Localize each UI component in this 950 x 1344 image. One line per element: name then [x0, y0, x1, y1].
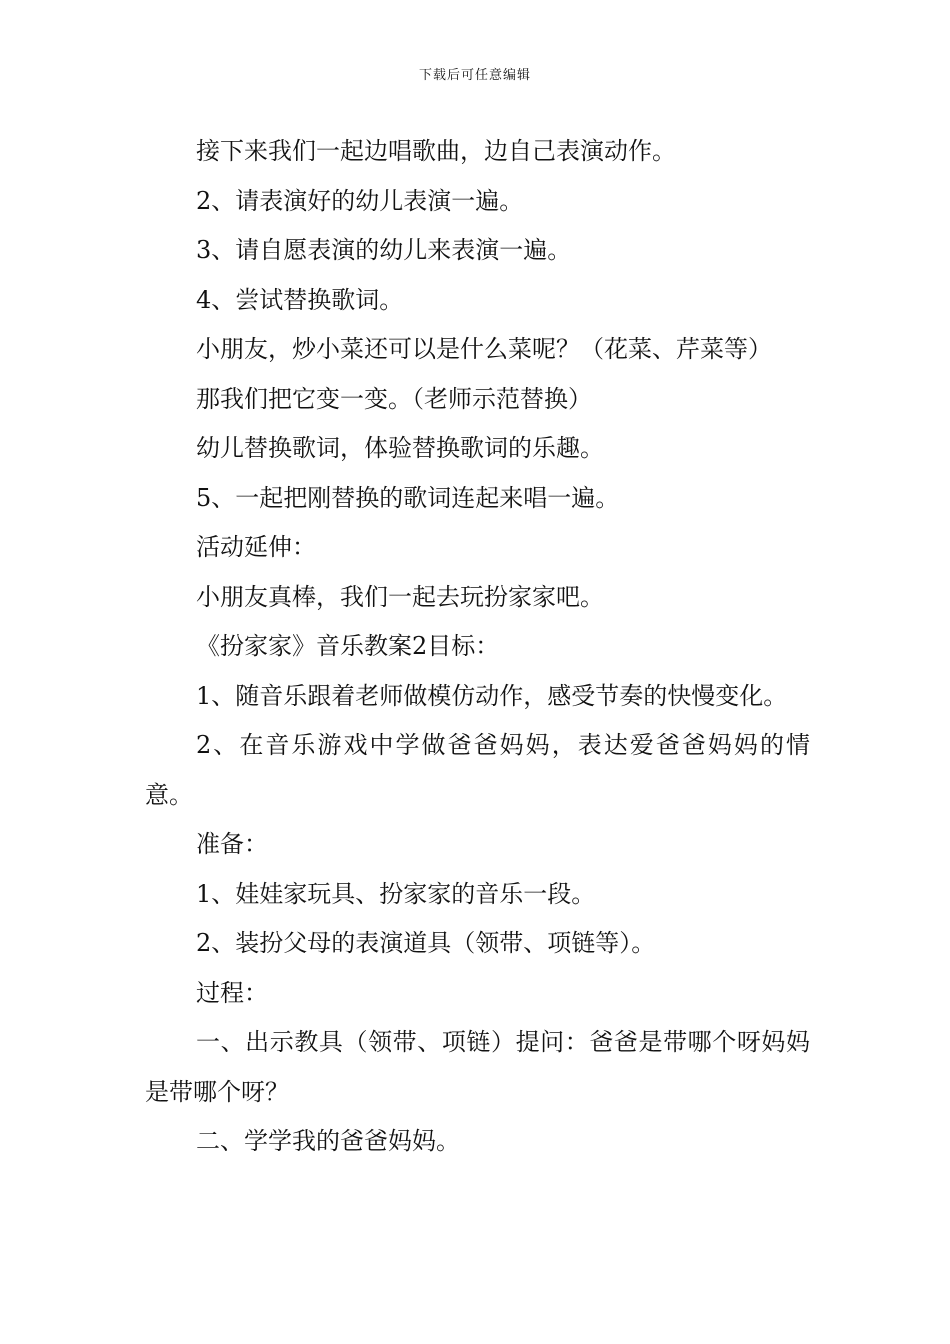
paragraph: 4、尝试替换歌词。 [196, 285, 404, 314]
paragraph: 《扮家家》音乐教案2目标： [196, 632, 500, 660]
paragraph: 小朋友真棒，我们一起去玩扮家家吧。 [196, 582, 604, 611]
paragraph: 2、请表演好的幼儿表演一遍。 [196, 186, 524, 215]
document-body [145, 127, 810, 1167]
paragraph: 2、在音乐游戏中学做爸爸妈妈，表达爱爸爸妈妈的情意。 [145, 731, 810, 809]
paragraph: 一、出示教具（领带、项链）提问：爸爸是带哪个呀妈妈是带哪个呀？ [145, 1028, 810, 1106]
paragraph: 小朋友，炒小菜还可以是什么菜呢？（花菜、芹菜等） [196, 335, 772, 363]
paragraph: 2、装扮父母的表演道具（领带、项链等）。 [196, 929, 656, 957]
paragraph: 那我们把它变一变。（老师示范替换） [196, 384, 592, 413]
paragraph: 活动延伸： [196, 533, 316, 561]
paragraph: 3、请自愿表演的幼儿来表演一遍。 [196, 236, 572, 264]
paragraph: 幼儿替换歌词，体验替换歌词的乐趣。 [196, 434, 604, 462]
paragraph: 1、随音乐跟着老师做模仿动作，感受节奏的快慢变化。 [196, 681, 788, 710]
paragraph: 二、学学我的爸爸妈妈。 [196, 1127, 460, 1155]
paragraph: 5、一起把刚替换的歌词连起来唱一遍。 [196, 483, 620, 512]
paragraph: 准备： [196, 830, 268, 858]
paragraph: 接下来我们一起边唱歌曲，边自己表演动作。 [196, 137, 676, 165]
paragraph: 过程： [196, 978, 268, 1007]
paragraph: 1、娃娃家玩具、扮家家的音乐一段。 [196, 879, 596, 908]
page-header: 下载后可任意编辑 [418, 68, 531, 83]
